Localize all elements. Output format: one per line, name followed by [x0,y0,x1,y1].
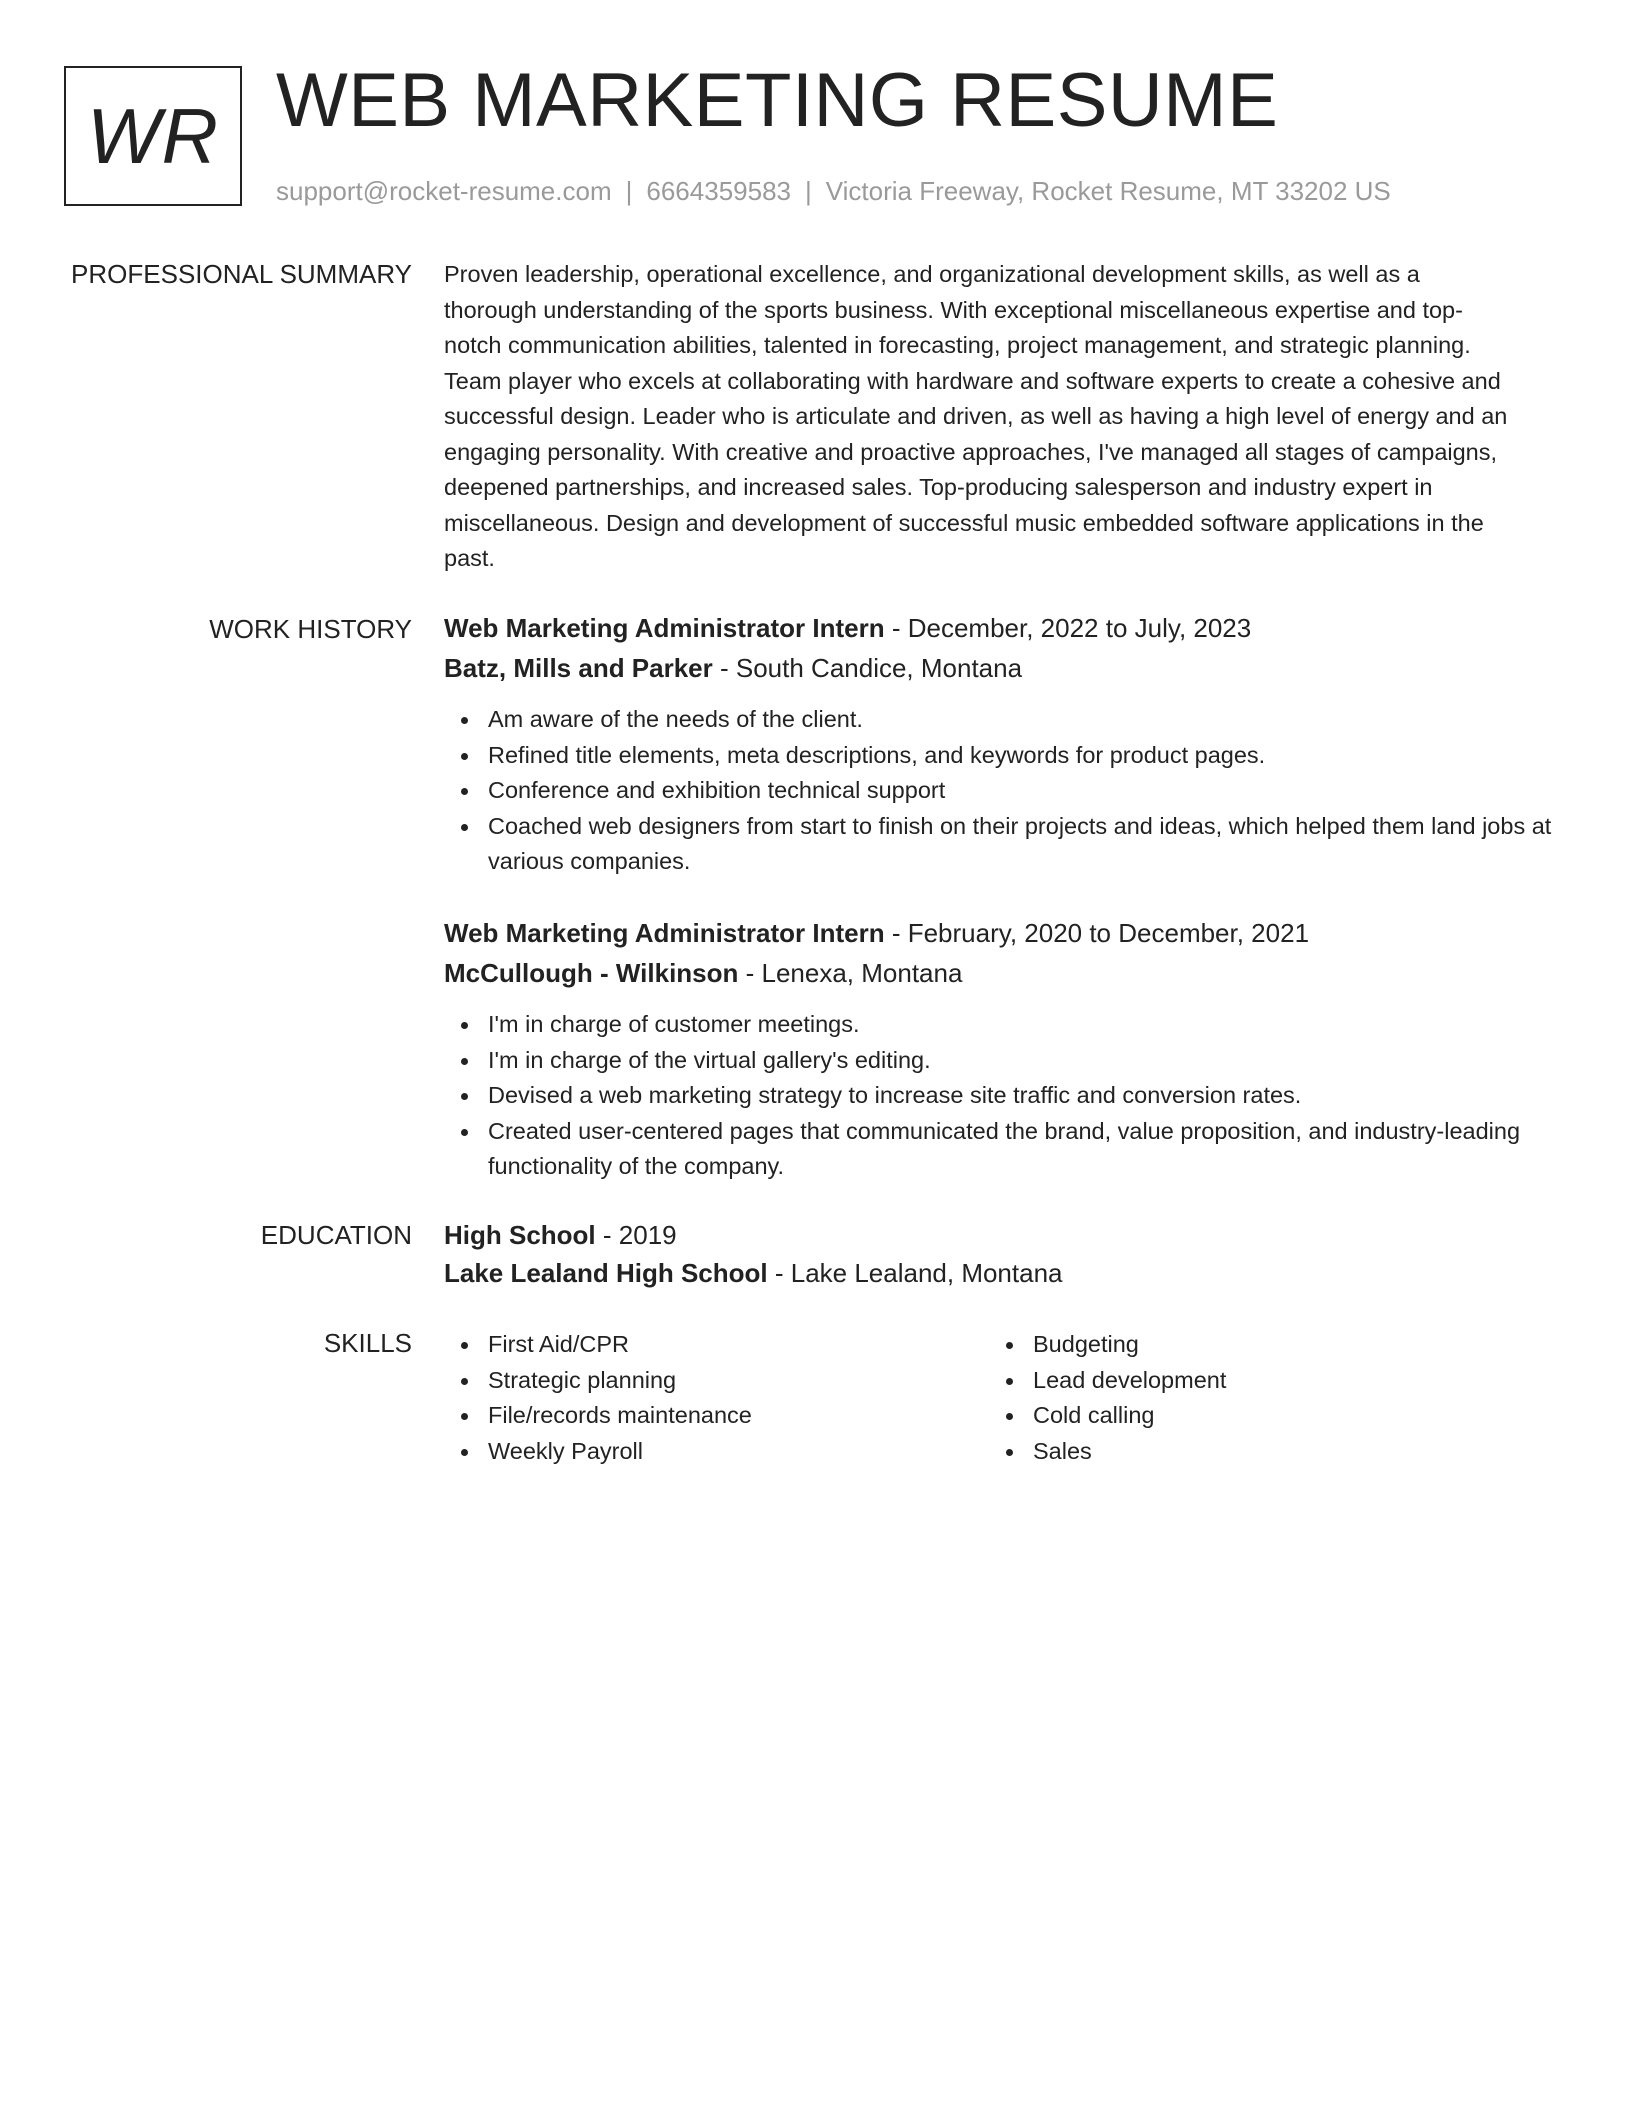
section-label-work-history: WORK HISTORY [209,614,412,644]
job-location: - Lenexa, Montana [738,958,963,988]
contact-phone: 6664359583 [646,176,791,206]
summary-line: engaging personality. With creative and proactive approaches, I've managed all stages of campaigns, [444,438,1498,465]
education-school-line [444,1254,1556,1292]
job-bullet: Coached web designers from start to finish on their projects and ideas, which helped them land jobs at various companies. [488,809,1556,880]
skills-list [989,1327,1509,1469]
summary-section [444,257,1556,577]
skill-item: Budgeting [1033,1327,1509,1363]
summary-line: deepened partnerships, and increased sales. Top-producing salesperson and industry expert in [444,474,1433,500]
job-title: Web Marketing Administrator Intern [444,613,885,643]
job-bullet: Created user-centered pages that communicated the brand, value proposition, and industry-leading functionality of the company. [488,1114,1556,1185]
job-company: Batz, Mills and Parker [444,653,713,683]
section-label-summary: PROFESSIONAL SUMMARY [71,259,412,289]
summary-line: miscellaneous. Design and development of successful music embedded software applications in the [444,509,1484,536]
job-bullets [444,702,1556,880]
summary-line: successful design. Leader who is articulate and driven, as well as having a high level of energy and an [444,403,1508,429]
skill-item: Sales [1033,1434,1509,1470]
education-school: Lake Lealand High School [444,1258,768,1288]
job-bullet: I'm in charge of the virtual gallery's editing. [488,1043,1556,1079]
skill-item: Strategic planning [488,1363,964,1399]
summary-line: past. [444,545,495,571]
job-location: - South Candice, Montana [712,653,1023,683]
job-bullet: I'm in charge of customer meetings. [488,1007,1556,1043]
job-company-line [444,953,1556,993]
education-entry [444,1216,1556,1292]
summary-line: Team player who excels at collaborating with hardware and software experts to create a cohesive and [444,367,1501,394]
education-year: - 2019 [595,1220,677,1250]
monogram-initials: WR [87,91,219,180]
summary-line: thorough understanding of the sports business. With exceptional miscellaneous expertise and top- [444,296,1463,323]
education-degree-line [444,1216,1556,1254]
contact-line [276,174,1391,208]
contact-separator: | [805,176,812,206]
job-bullet: Conference and exhibition technical support [488,773,1556,809]
summary-text [444,257,1556,577]
job-bullet: Refined title elements, meta descriptions, and keywords for product pages. [488,738,1556,774]
job-entry [444,608,1556,880]
contact-separator: | [625,176,633,206]
resume-title: WEB MARKETING RESUME [276,58,1279,143]
section-label-education: EDUCATION [260,1220,412,1250]
job-entry [444,913,1556,1185]
education-location: - Lake Lealand, Montana [767,1258,1063,1288]
summary-line: Proven leadership, operational excellence, and organizational development skills, as well as a [444,261,1420,287]
job-bullet: Am aware of the needs of the client. [488,702,1556,738]
job-bullet: Devised a web marketing strategy to increase site traffic and conversion rates. [488,1078,1556,1114]
skills-column-left [444,1327,964,1469]
monogram-box [64,66,242,206]
job-company: McCullough - Wilkinson [444,958,739,988]
skill-item: Cold calling [1033,1398,1509,1434]
job-dates: - December, 2022 to July, 2023 [884,613,1252,643]
skills-column-right [989,1327,1509,1469]
job-title-line [444,608,1556,648]
section-label-skills: SKILLS [323,1328,412,1358]
contact-email: support@rocket-resume.com [276,176,612,206]
education-degree: High School [444,1220,596,1250]
skill-item: First Aid/CPR [488,1327,964,1363]
job-title-line [444,913,1556,953]
skill-item: File/records maintenance [488,1398,964,1434]
job-company-line [444,648,1556,688]
summary-line: notch communication abilities, talented in forecasting, project management, and strategic planning. [444,332,1471,358]
contact-address: Victoria Freeway, Rocket Resume, MT 33202 US [825,176,1391,206]
skills-list [444,1327,964,1469]
skill-item: Lead development [1033,1363,1509,1399]
job-bullets [444,1007,1556,1185]
job-title: Web Marketing Administrator Intern [444,918,885,948]
skill-item: Weekly Payroll [488,1434,964,1470]
job-dates: - February, 2020 to December, 2021 [884,918,1310,948]
